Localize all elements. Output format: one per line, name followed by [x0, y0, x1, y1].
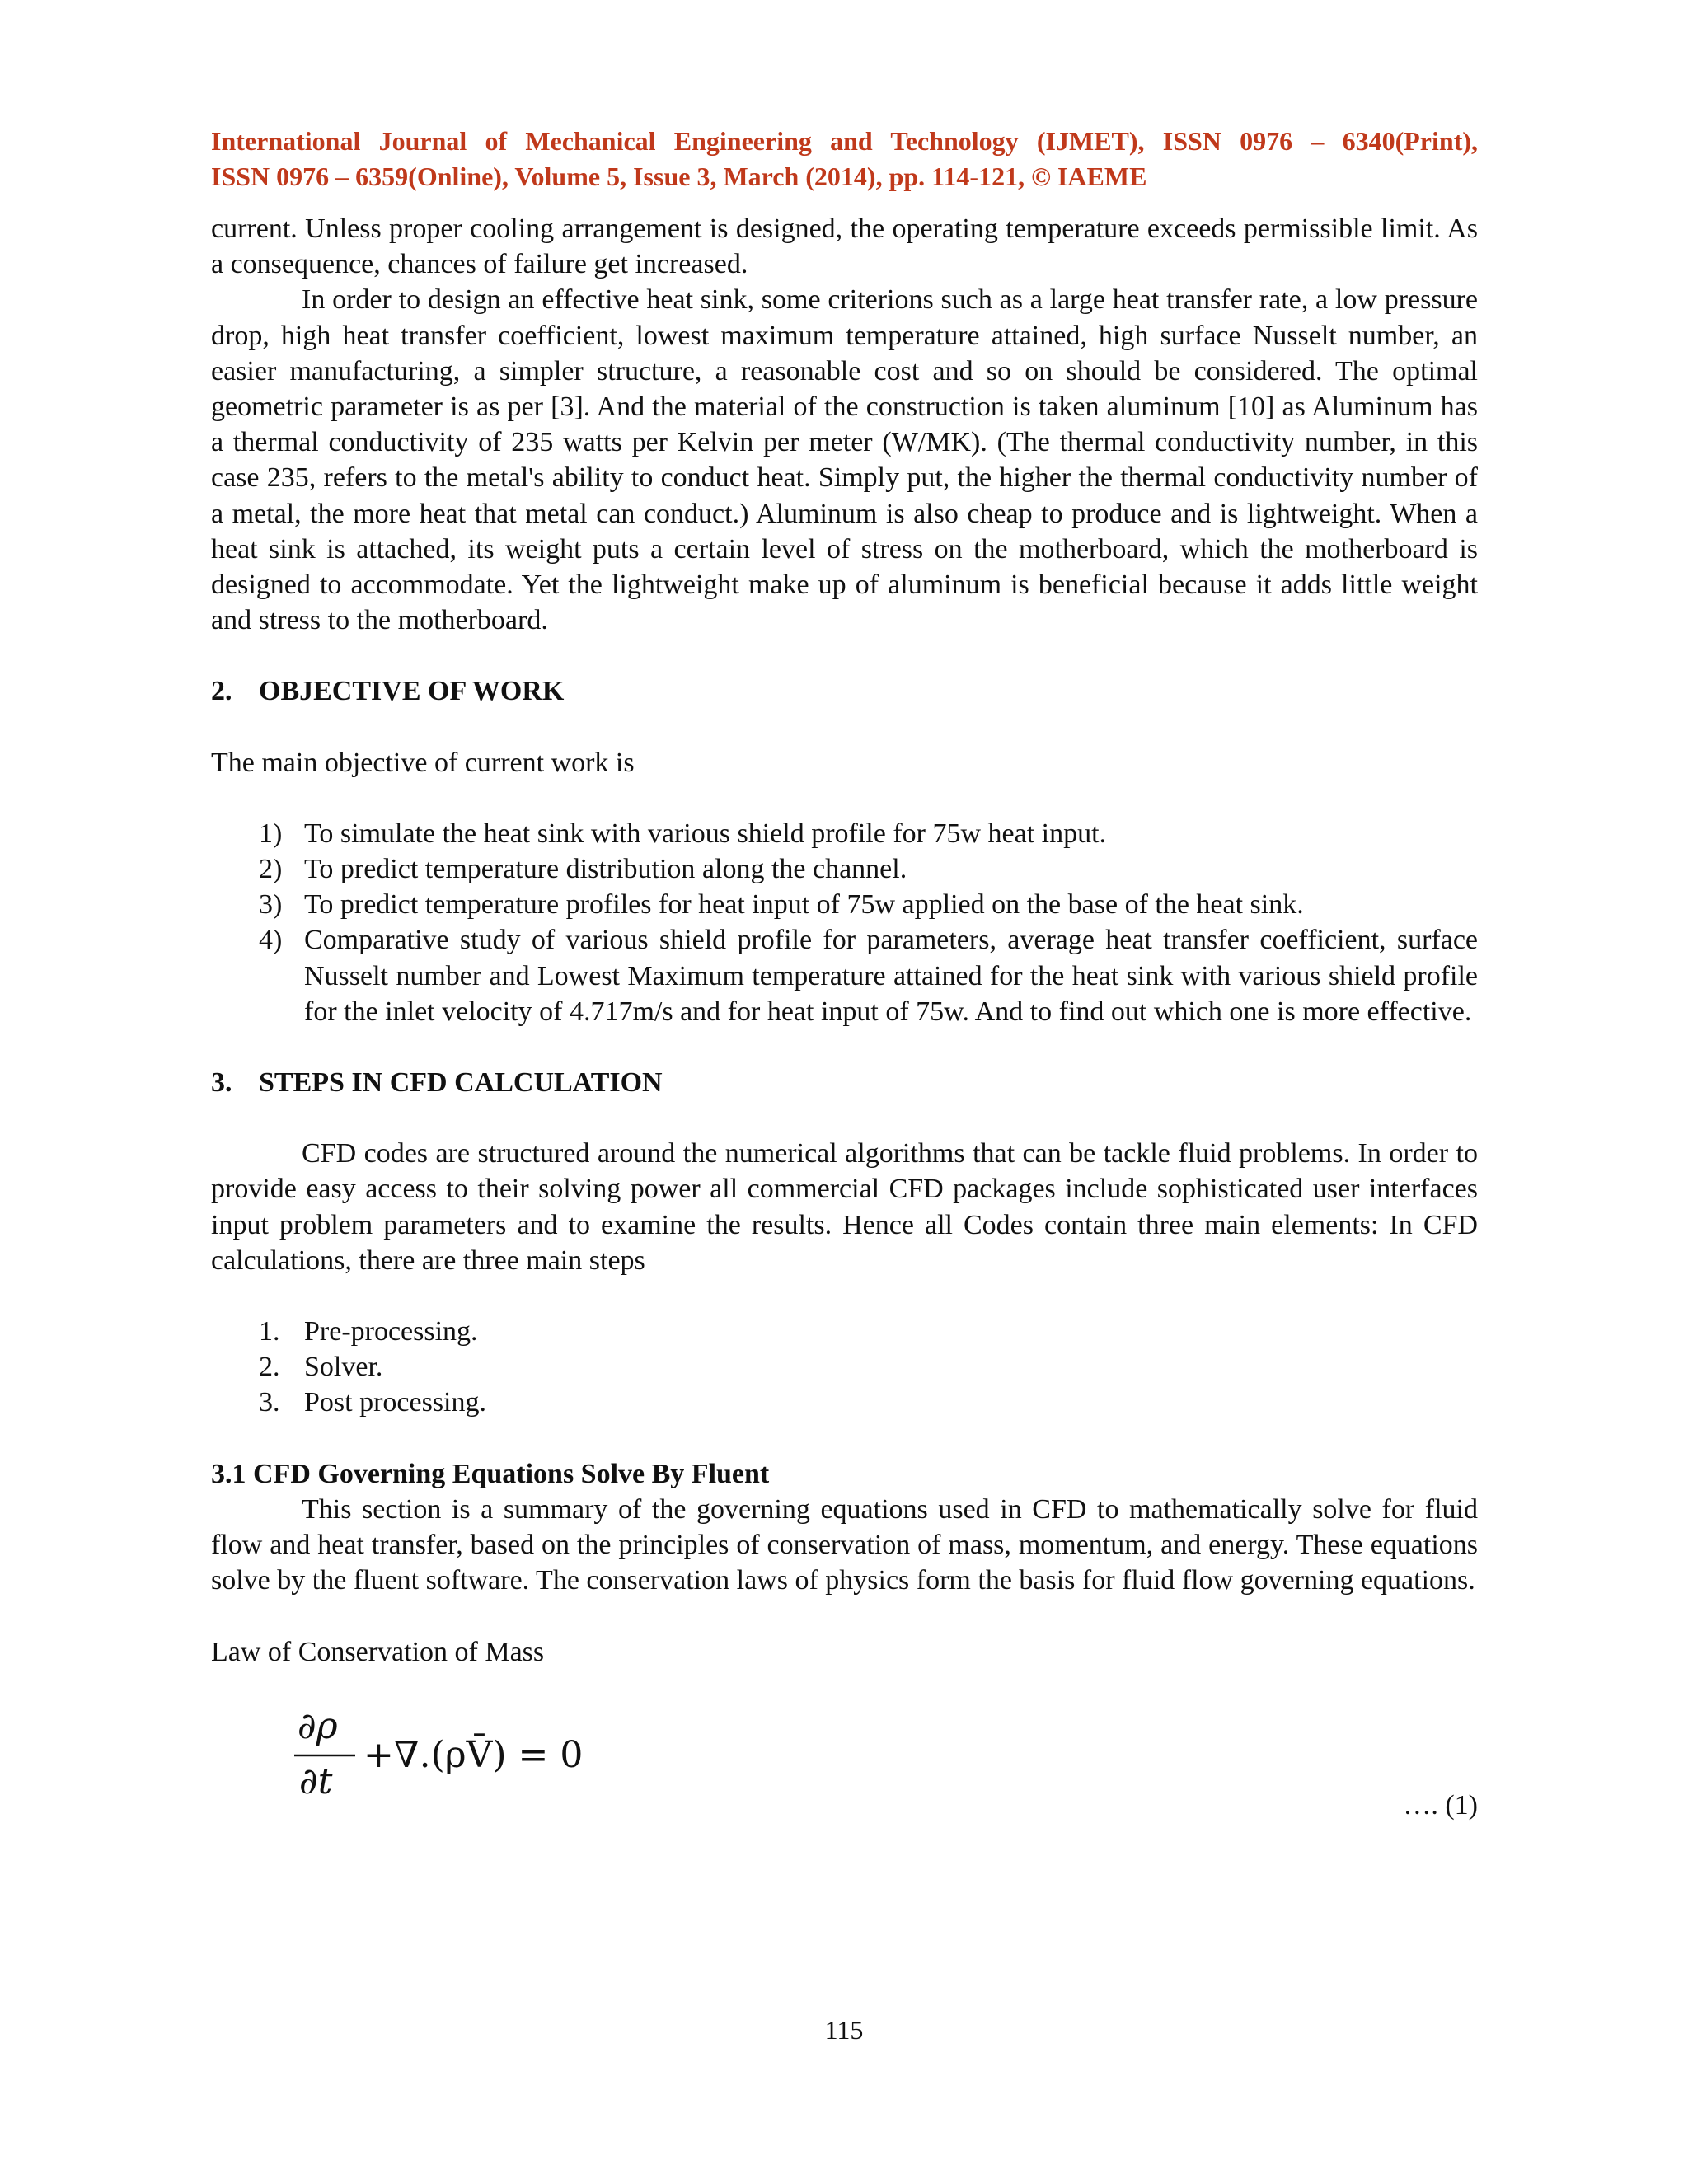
- equation-numerator: ∂ρ: [298, 1704, 338, 1747]
- section-number: 3.: [211, 1067, 232, 1099]
- list-item: [211, 1314, 1478, 1349]
- intro-paragraph-2: In order to design an effective heat sink, some criterions such as a large heat transfer rate, a low pressure drop, high heat transfer coefficient, lowest maximum temperature attained, high surface Nusselt number, an easier manufacturing, a simpler structure, a reasonable cost and so on should be considered. The optimal geometric parameter is as per [3]. And the material of the construction is taken aluminum [10] as Aluminum has a thermal conductivity of 235 watts per Kelvin per meter (W/MK). (The thermal conductivity number, in this case 235, refers to the metal's ability to conduct heat. Simply put, the higher the thermal conductivity number of a metal, the more heat that metal can conduct.) Aluminum is also cheap to produce and is lightweight. When a heat sink is attached, its weight puts a certain level of stress on the motherboard, which the motherboard is designed to accommodate. Yet the lightweight make up of aluminum is beneficial because it adds little weight and stress to the motherboard.: [211, 284, 1478, 636]
- list-marker: 1.: [259, 1316, 280, 1347]
- objective-lead: The main objective of current work is: [211, 747, 635, 778]
- list-item-text: To predict temperature profiles for heat input of 75w applied on the base of the heat sink.: [304, 889, 1304, 921]
- list-item: [211, 887, 1478, 922]
- equation-rest: +∇.(ρV̄) = 0: [363, 1733, 584, 1776]
- cfd-steps-paragraph: CFD codes are structured around the numerical algorithms that can be tackle fluid problems. In order to provide easy access to their solving power all commercial CFD packages include sophisticated user interfaces input problem parameters and to examine the results. Hence all Codes contain three main elements: In CFD calculations, there are three main steps: [211, 1138, 1478, 1276]
- objective-list: [211, 816, 1478, 1029]
- list-item: [211, 922, 1478, 1029]
- list-item: [211, 816, 1478, 851]
- equation-block: [211, 1701, 1478, 1825]
- running-header: [211, 124, 1478, 194]
- intro-paragraph-1: current. Unless proper cooling arrangement is designed, the operating temperature exceeds permissible limit. As a consequence, chances of failure get increased.: [211, 213, 1478, 280]
- section-heading-cfd-steps: [211, 1065, 1478, 1100]
- list-item: [211, 1385, 1478, 1420]
- list-marker: 2.: [259, 1352, 280, 1383]
- equation-number: …. (1): [1403, 1789, 1478, 1821]
- list-item-text: To simulate the heat sink with various shield profile for 75w heat input.: [304, 818, 1107, 849]
- law-title: Law of Conservation of Mass: [211, 1636, 545, 1667]
- cfd-steps-list: [211, 1314, 1478, 1421]
- equation-denominator: ∂t: [299, 1760, 333, 1802]
- governing-equations-paragraph: This section is a summary of the governing equations used in CFD to mathematically solve for fluid flow and heat transfer, based on the principles of conservation of mass, momentum, and energy. These equations solve by the fluent software. The conservation laws of physics form the basis for fluid flow governing equations.: [211, 1493, 1478, 1596]
- list-marker: 3): [259, 889, 283, 921]
- section-number: 2.: [211, 676, 232, 707]
- list-marker: 2): [259, 854, 283, 885]
- list-item: [211, 851, 1478, 887]
- section-title: OBJECTIVE OF WORK: [259, 676, 565, 707]
- list-marker: 1): [259, 818, 283, 849]
- list-marker: 3.: [259, 1387, 280, 1418]
- list-item-text: Comparative study of various shield profile for parameters, average heat transfer coefficient, surface Nusselt number and Lowest Maximum temperature attained for the heat sink with various shield profile for the inlet velocity of 4.717m/s and for heat input of 75w. And to find out which one is more effective.: [304, 925, 1478, 1027]
- list-item-text: To predict temperature distribution along the channel.: [304, 854, 907, 885]
- header-line-1: International Journal of Mechanical Engineering and Technology (IJMET), ISSN 0976 – 6340(Print),: [211, 126, 1478, 156]
- list-marker: 4): [259, 925, 283, 956]
- section-title: STEPS IN CFD CALCULATION: [259, 1067, 663, 1099]
- list-item-text: Pre-processing.: [304, 1316, 478, 1347]
- continuity-equation: [289, 1701, 635, 1808]
- list-item-text: Post processing.: [304, 1387, 486, 1418]
- list-item: [211, 1349, 1478, 1385]
- header-line-2: ISSN 0976 – 6359(Online), Volume 5, Issue 3, March (2014), pp. 114-121, © IAEME: [211, 162, 1147, 191]
- page-body: [211, 124, 1478, 1825]
- list-item-text: Solver.: [304, 1352, 383, 1383]
- subsection-heading-governing-equations: 3.1 CFD Governing Equations Solve By Fluent: [211, 1458, 770, 1489]
- page-number: 115: [824, 2015, 864, 2045]
- section-heading-objective: [211, 673, 1478, 709]
